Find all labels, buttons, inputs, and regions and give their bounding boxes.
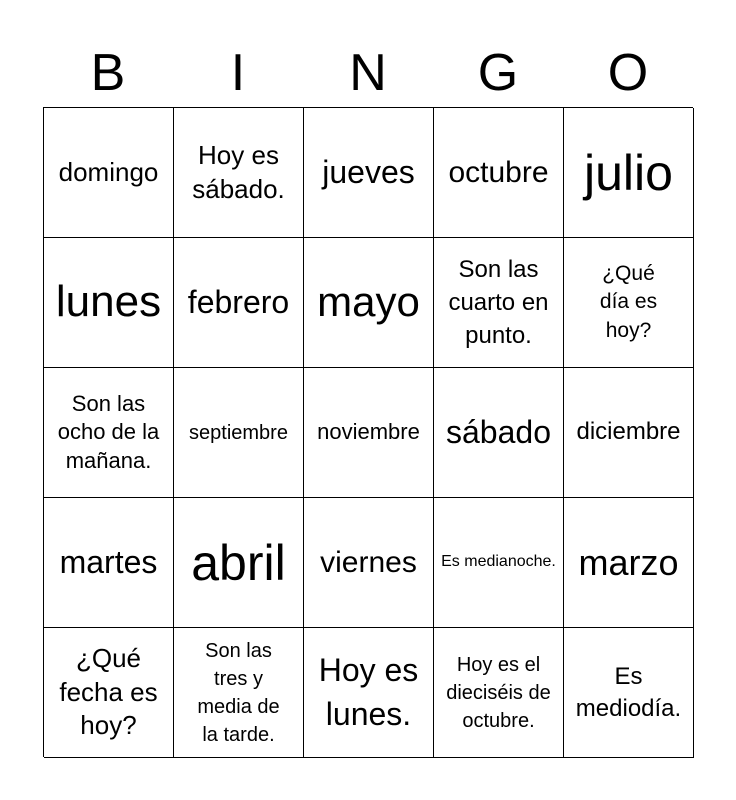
cell-text: viernes	[320, 545, 417, 579]
bingo-cell[interactable]	[304, 368, 434, 498]
bingo-cell[interactable]	[564, 498, 694, 628]
header-letter-g: G	[477, 44, 519, 102]
cell-text: lunes	[55, 277, 162, 327]
cell-text: mayo	[317, 278, 420, 326]
cell-text: Es medianoche.	[441, 553, 556, 571]
bingo-cell[interactable]	[564, 368, 694, 498]
bingo-cell[interactable]	[564, 238, 694, 368]
cell-text: ¿Qué día es hoy?	[599, 261, 658, 342]
cell-text: Son las cuarto en punto.	[448, 255, 549, 350]
cell-text: Hoy es lunes.	[318, 652, 419, 732]
cell-text: abril	[191, 534, 286, 591]
bingo-cell[interactable]	[304, 108, 434, 238]
header-letter-b: B	[90, 44, 126, 102]
bingo-cell[interactable]	[434, 628, 564, 758]
bingo-cell[interactable]	[434, 498, 564, 628]
cell-text: Hoy es el dieciséis de octubre.	[446, 653, 551, 732]
bingo-cell[interactable]	[434, 368, 564, 498]
bingo-cell[interactable]	[434, 238, 564, 368]
cell-text: marzo	[578, 541, 679, 583]
cell-text: febrero	[187, 284, 290, 321]
cell-text: sábado	[446, 414, 551, 451]
cell-text: Son las ocho de la mañana.	[57, 390, 160, 473]
bingo-cell[interactable]	[44, 238, 174, 368]
bingo-cell[interactable]	[44, 498, 174, 628]
bingo-cell[interactable]	[564, 628, 694, 758]
bingo-cell[interactable]	[44, 368, 174, 498]
bingo-cell[interactable]	[174, 628, 304, 758]
cell-text: septiembre	[189, 421, 288, 444]
cell-text: Es mediodía.	[575, 663, 682, 722]
cell-text: ¿Qué fecha es hoy?	[59, 642, 158, 741]
cell-text: noviembre	[317, 419, 420, 445]
cell-text: Hoy es sábado.	[192, 139, 285, 204]
bingo-cell[interactable]	[174, 368, 304, 498]
bingo-cell[interactable]	[174, 108, 304, 238]
cell-text: octubre	[448, 155, 549, 189]
cell-text: Son las tres y media de la tarde.	[197, 639, 280, 746]
cell-text: diciembre	[576, 418, 681, 446]
bingo-board	[43, 107, 693, 757]
header-letter-o: O	[607, 44, 649, 102]
bingo-cell[interactable]	[304, 498, 434, 628]
bingo-cell[interactable]	[304, 628, 434, 758]
bingo-cell[interactable]	[174, 498, 304, 628]
cell-text: martes	[59, 544, 158, 581]
bingo-cell[interactable]	[564, 108, 694, 238]
cell-text: domingo	[58, 156, 159, 187]
bingo-header	[43, 40, 693, 106]
cell-text: julio	[584, 144, 673, 201]
bingo-cell[interactable]	[44, 108, 174, 238]
bingo-cell[interactable]	[304, 238, 434, 368]
header-letter-n: N	[349, 44, 387, 102]
header-letter-i: I	[230, 44, 246, 102]
cell-text: jueves	[322, 154, 415, 191]
bingo-cell[interactable]	[174, 238, 304, 368]
bingo-cell[interactable]	[44, 628, 174, 758]
bingo-cell[interactable]	[434, 108, 564, 238]
